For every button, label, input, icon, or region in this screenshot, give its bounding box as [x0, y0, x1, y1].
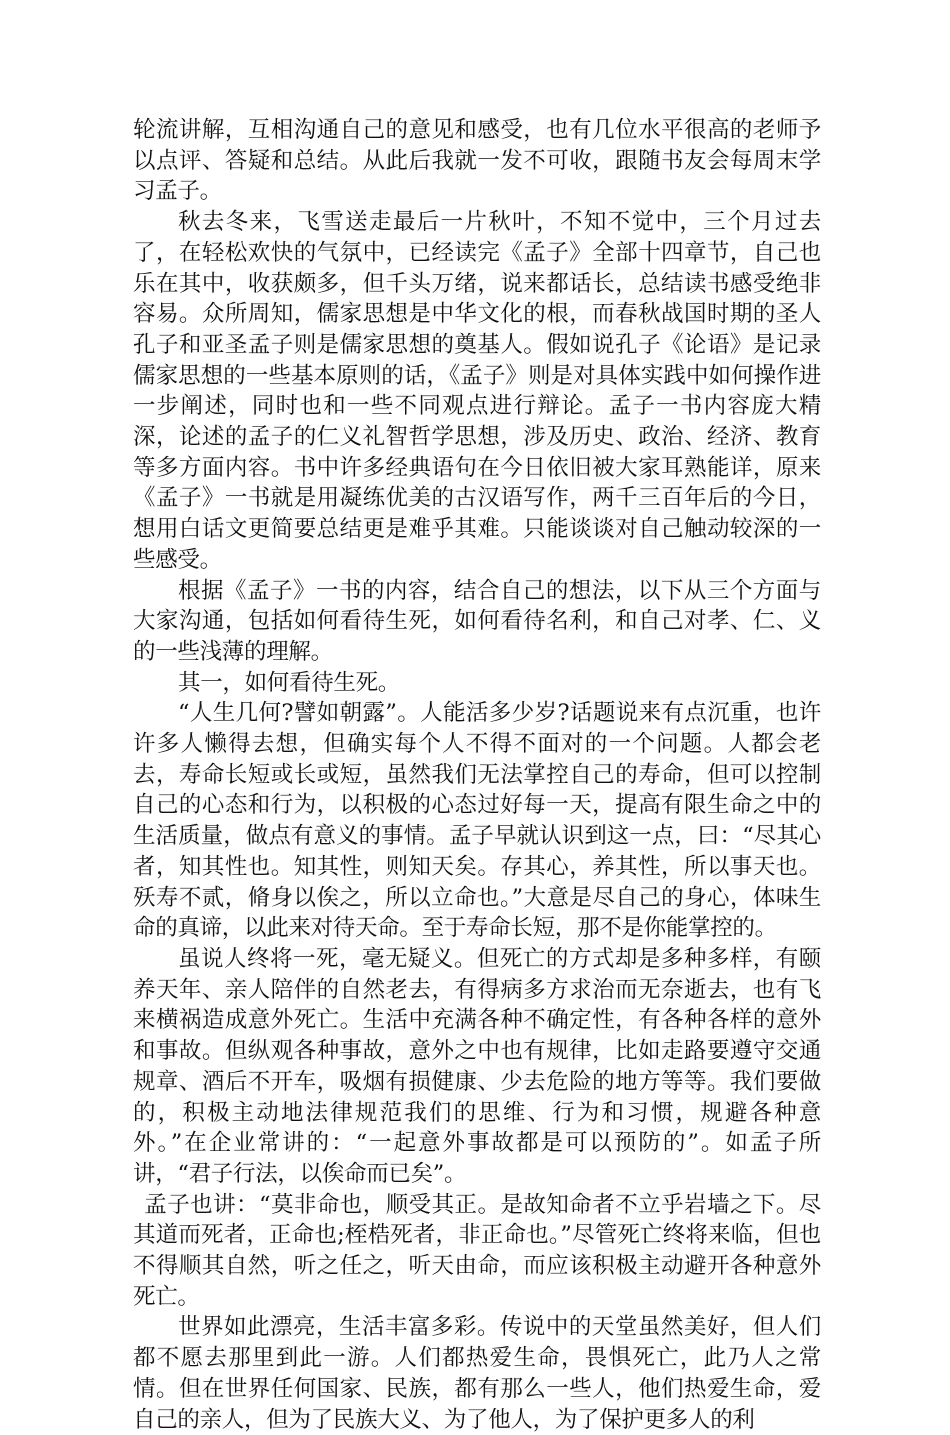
paragraph-1: 轮流讲解，互相沟通自己的意见和感受，也有几位水平很高的老师予以点评、答疑和总结。从此后我就一发不可收，跟随书友会每周末学习孟子。	[133, 117, 821, 205]
document-page	[133, 115, 821, 1435]
paragraph-8: 世界如此漂亮，生活丰富多彩。传说中的天堂虽然美好，但人们都不愿去那里到此一游。人们都热爱生命，畏惧死亡，此乃人之常情。但在世界任何国家、民族，都有那么一些人，他们热爱生命，爱自己的亲人，但为了民族大义、为了他人，为了保护更多人的利	[133, 1314, 821, 1433]
paragraph-6: 虽说人终将一死，毫无疑义。但死亡的方式却是多种多样，有颐养天年、亲人陪伴的自然老去，有得病多方求治而无奈逝去，也有飞来横祸造成意外死亡。生活中充满各种不确定性，有各种各样的意外和事故。但纵观各种事故，意外之中也有规律，比如走路要遵守交通规章、酒后不开车，吸烟有损健康、少去危险的地方等等。我们要做的，积极主动地法律规范我们的思维、行为和习惯，规避各种意外。”在企业常讲的：“一起意外事故都是可以预防的”。如孟子所讲，“君子行法，以俟命而已矣”。	[133, 945, 821, 1187]
section-heading-1: 其一，如何看待生死。	[178, 669, 401, 696]
paragraph-2: 秋去冬来，飞雪送走最后一片秋叶，不知不觉中，三个月过去了，在轻松欢快的气氛中，已经读完《孟子》全部十四章节，自己也乐在其中，收获颇多，但千头万绪，说来都话长，总结读书感受绝非容易。众所周知，儒家思想是中华文化的根，而春秋战国时期的圣人孔子和亚圣孟子则是儒家思想的奠基人。假如说孔子《论语》是记录儒家思想的一些基本原则的话，《孟子》则是对具体实践中如何操作进一步阐述，同时也和一些不同观点进行辩论。孟子一书内容庞大精深，论述的孟子的仁义礼智哲学思想，涉及历史、政治、经济、教育等多方面内容。书中许多经典语句在今日依旧被大家耳熟能详，原来《孟子》一书就是用凝练优美的古汉语写作，两千三百年后的今日，想用白话文更简要总结更是难乎其难。只能谈谈对自己触动较深的一些感受。	[133, 209, 821, 573]
paragraph-7: 孟子也讲：“莫非命也，顺受其正。是故知命者不立乎岩墙之下。尽其道而死者，正命也;桎梏死者，非正命也。”尽管死亡终将来临，但也不得顺其自然，听之任之，听天由命，而应该积极主动避开各种意外死亡。	[133, 1191, 821, 1310]
paragraph-3: 根据《孟子》一书的内容，结合自己的想法，以下从三个方面与大家沟通，包括如何看待生死，如何看待名利，和自己对孝、仁、义的一些浅薄的理解。	[133, 577, 821, 665]
paragraph-5: “人生几何?譬如朝露”。人能活多少岁?话题说来有点沉重，也许许多人懒得去想，但确实每个人不得不面对的一个问题。人都会老去，寿命长短或长或短，虽然我们无法掌控自己的寿命，但可以控制自己的心态和行为，以积极的心态过好每一天，提高有限生命之中的生活质量，做点有意义的事情。孟子早就认识到这一点，曰：“尽其心者，知其性也。知其性，则知天矣。存其心，养其性，所以事天也。殀寿不贰，脩身以俟之，所以立命也。”大意是尽自己的身心，体味生命的真谛，以此来对待天命。至于寿命长短，那不是你能掌控的。	[133, 700, 821, 942]
